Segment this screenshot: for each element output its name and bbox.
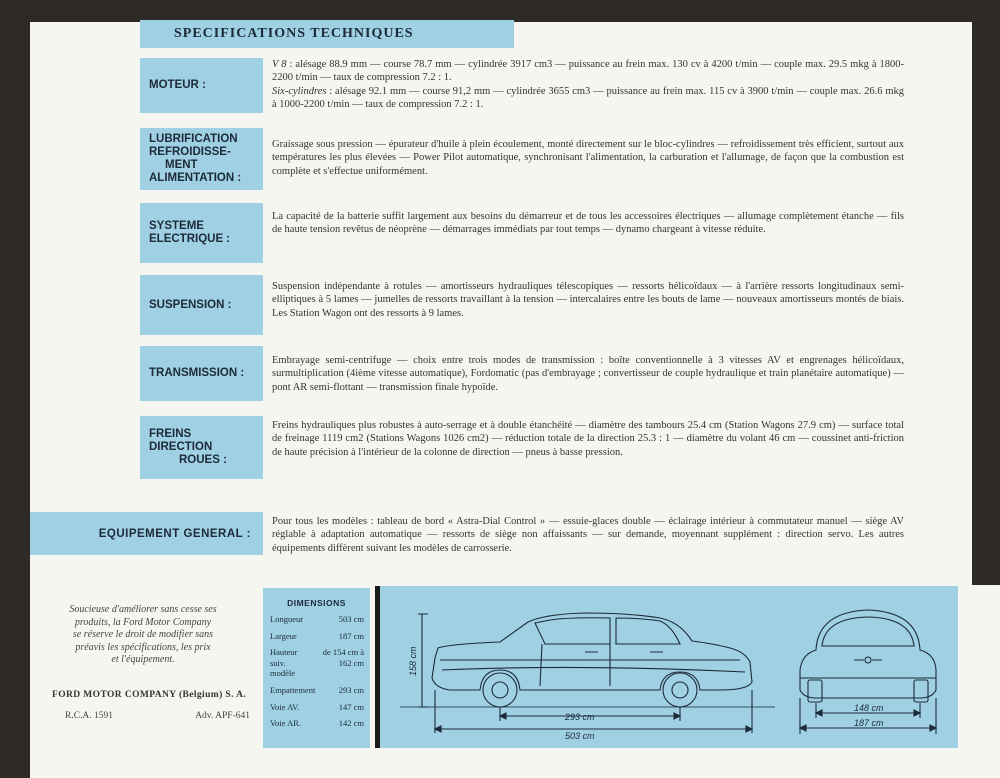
- section-label: [140, 416, 263, 479]
- car-front-view: [800, 610, 936, 734]
- dimension-row: [263, 718, 370, 729]
- dimension-key: Largeur: [270, 630, 297, 641]
- note-line: produits, la Ford Motor Company: [74, 616, 212, 628]
- dimension-row: [263, 685, 370, 696]
- disclaimer-note: [38, 604, 248, 667]
- dimension-key: Longueur: [270, 614, 304, 624]
- section-label-line: ROUES :: [179, 454, 227, 466]
- reference-rca: R.C.A. 1591: [65, 711, 114, 721]
- section-label-line: MENT: [165, 159, 198, 171]
- dimension-row: [263, 702, 370, 713]
- section-label-line: FREINS: [149, 428, 192, 440]
- company-name: FORD MOTOR COMPANY (Belgium) S. A.: [52, 690, 247, 700]
- section-text: Suspension indépendante à rotules — amortisseurs hydrauliques télescopiques — ressorts hélicoïdaux — à l'arrière ressorts longitudinaux semi-elliptiques à 5 lames — jumelles de ressorts travaillant à la tension — intercalaires entre les bouts de lame — nouveaux amortisseurs montés de biais. Les Station Wagon ont des ressorts à 9 lames.: [272, 281, 904, 319]
- dimension-row: [263, 647, 370, 679]
- dimension-value: de 154 cm à 162 cm: [322, 647, 364, 668]
- section-text: V 8 : alésage 88.9 mm — course 78.7 mm — cylindrée 3917 cm3 — puissance au frein max. 130 cv à 4200 t/min — couple max. 29.5 mkg à 1800-2200 t/min — taux de compression 7.2 : 1. Six-cylindres : alésage 92.1 mm — course 91,2 mm — cylindrée 3655 cm3 — puissance au frein max. 115 cv à 3900 t/min — couple max. 26.6 mkg à 1000-2200 t/min — taux de compression 7.2 : 1.: [272, 59, 904, 111]
- equipment-label: EQUIPEMENT GENERAL :: [30, 512, 263, 555]
- section-label-line: REFROIDISSE-: [149, 146, 231, 158]
- section-text: Embrayage semi-centrifuge — choix entre trois modes de transmission : boîte conventionnelle à 3 vitesses AV et engrenages hélicoïdaux, surmultiplication (4ième vitesse automatique), Fordomatic (pas d'embrayage ; convertisseur de couple hydraulique et train planétaire automatique) — pont AR semi-flottant — transmission finale hypoïde.: [272, 355, 904, 393]
- dimension-key: Voie AR.: [270, 718, 302, 729]
- section-label: [140, 128, 263, 190]
- car-technical-drawing: [380, 586, 958, 748]
- height-label: 158 cm: [408, 646, 418, 676]
- car-side-view: [432, 613, 752, 707]
- dimension-row: [263, 614, 370, 625]
- section-label: [140, 275, 263, 335]
- width-label: 187 cm: [854, 718, 884, 728]
- note-line: et l'équipement.: [111, 654, 175, 665]
- dimension-value: 293 cm: [338, 684, 364, 695]
- dimension-value: 187 cm: [338, 630, 364, 641]
- page-title: SPECIFICATIONS TECHNIQUES: [140, 20, 514, 48]
- note-line: Soucieuse d'améliorer sans cesse ses: [69, 604, 217, 615]
- section-label-line: LUBRIFICATION: [149, 133, 238, 145]
- dimension-key: Empattement: [270, 684, 316, 695]
- section-label-line: TRANSMISSION :: [149, 367, 245, 379]
- dimension-value: 142 cm: [338, 718, 364, 729]
- height-dimension: [418, 614, 428, 707]
- dimension-value: 147 cm: [338, 701, 364, 712]
- section-label-line: SUSPENSION :: [149, 298, 232, 311]
- dimension-key: Hauteur suiv. modèle: [270, 647, 298, 679]
- section-label-line: ALIMENTATION :: [149, 172, 242, 184]
- section-text: La capacité de la batterie suffit largement aux besoins du démarreur et de tous les accessoires électriques — allumage complètement étanche — fils de haute tension revêtus de néoprène — démarrages immédiats par tout temps — dynamo chargeant à vitesse réduite.: [272, 211, 904, 236]
- section-label: [140, 346, 263, 401]
- equipment-text: Pour tous les modèles : tableau de bord « Astra-Dial Control » — essuie-glaces double — éclairage intérieur à commutateur manuel — siège AV réglable à adaptation automatique — ressorts de siège non affaissants — sur demande, moyennant supplément : direction servo. Les autres équipements diffèrent suivant les modèles de carrosserie.: [272, 516, 904, 554]
- section-label: [140, 58, 263, 113]
- reference-adv: Adv. APF-641: [195, 711, 250, 721]
- section-label-line: ELECTRIQUE :: [149, 233, 231, 245]
- section-text: Freins hydrauliques plus robustes à auto-serrage et à double étanchéité — diamètre des tambours 25.4 cm (Station Wagons 27.9 cm) — surface total de freinage 1119 cm2 (Stations Wagons 1026 cm2) — réduction totale de la direction 25.3 : 1 — diamètre du volant 46 cm — coussinet anti-friction de haute précision à l'intérieur de la colonne de direction — pneus à basse pression.: [272, 420, 904, 458]
- reference-line: [65, 711, 250, 721]
- section-label: [140, 203, 263, 263]
- note-line: se réserve le droit de modifier sans: [72, 629, 214, 640]
- dimensions-title: DIMENSIONS: [287, 598, 346, 608]
- track-label: 148 cm: [854, 703, 884, 713]
- section-label-line: MOTEUR :: [149, 79, 206, 91]
- dimension-key: Voie AV.: [270, 701, 300, 712]
- section-text: Graissage sous pression — épurateur d'huile à plein écoulement, monté directement sur le bloc-cylindres — refroidissement très efficient, surtout aux températures les plus élevées — Power Pilot automatique, synchronisant l'alimentation, la carburation et l'allumage, de façon que la combustion est complète et s'effectue uniformément.: [272, 139, 904, 177]
- note-line: préavis les spécifications, les prix: [75, 641, 211, 653]
- section-label-line: SYSTEME: [149, 220, 204, 232]
- wheelbase-label: 293 cm: [565, 712, 595, 722]
- dimension-row: [263, 631, 370, 642]
- length-label: 503 cm: [565, 731, 595, 741]
- car-drawing-panel: [380, 586, 958, 748]
- section-label-line: DIRECTION: [149, 441, 213, 453]
- dimensions-panel: [263, 588, 370, 748]
- dimension-value: 503 cm: [338, 614, 364, 624]
